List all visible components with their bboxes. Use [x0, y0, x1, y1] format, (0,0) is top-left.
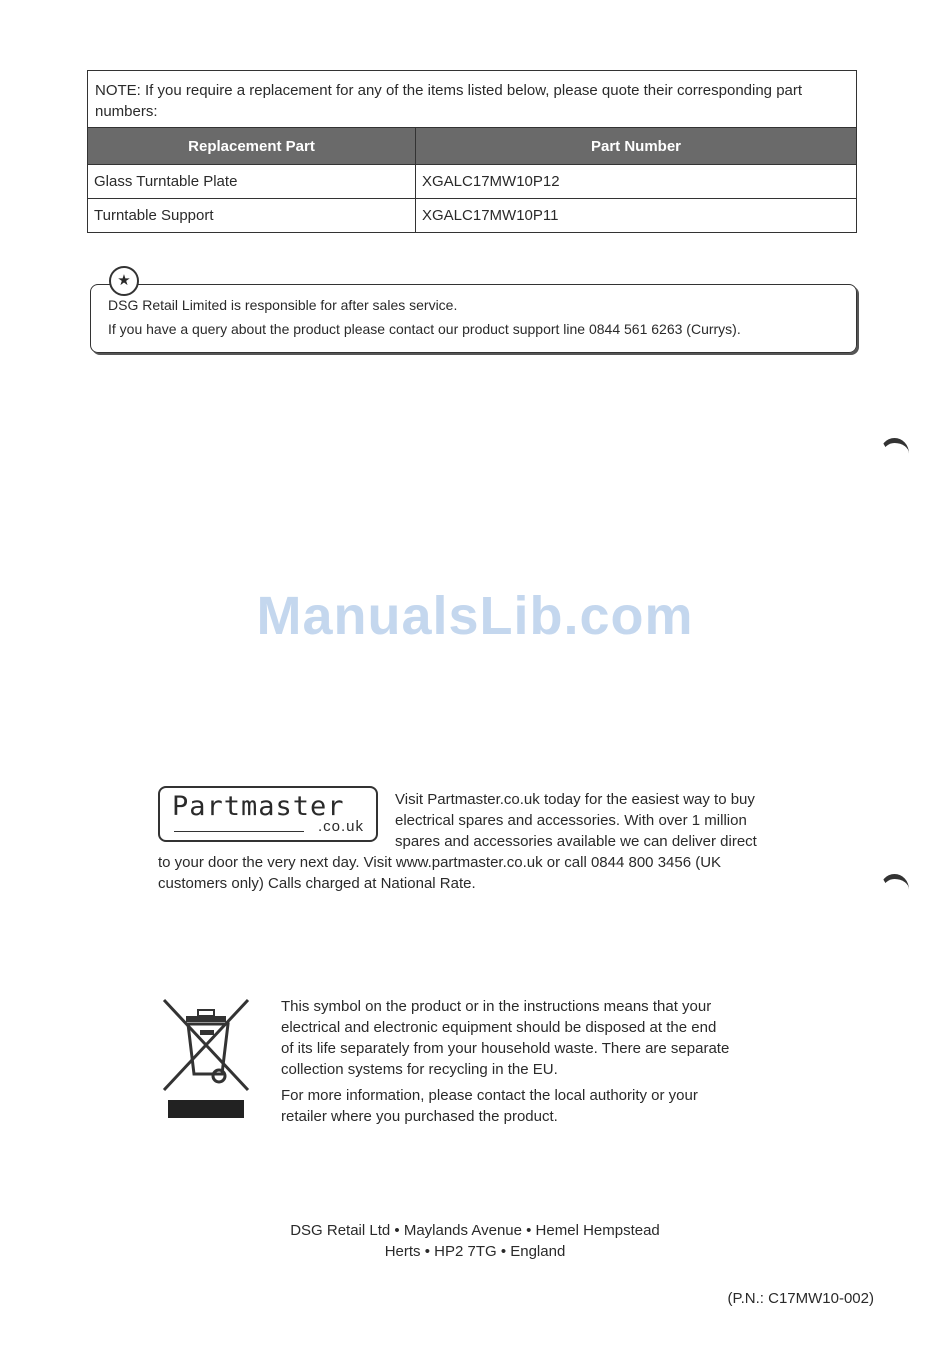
part-number: XGALC17MW10P11: [416, 199, 857, 233]
partmaster-text-1: Visit Partmaster.co.uk today for the easiest way to buy: [395, 791, 755, 808]
partmaster-text-5: customers only) Calls charged at National Rate.: [158, 875, 476, 892]
partmaster-logo-domain: .co.uk: [317, 818, 364, 835]
watermark: ManualsLib.com: [256, 586, 694, 646]
after-sales-service-box: [90, 272, 857, 353]
header-part-number: Part Number: [416, 128, 857, 165]
punch-hole-mark: [880, 438, 909, 469]
parts-table: [88, 127, 856, 232]
weee-text-3: of its life separately from your household waste. There are separate: [281, 1040, 730, 1057]
part-number-label: (P.N.: C17MW10-002): [727, 1290, 874, 1307]
header-replacement-part: Replacement Part: [88, 128, 416, 165]
parts-note: NOTE: If you require a replacement for any of the items listed below, please quote their corresponding part numbers:: [95, 82, 803, 120]
weee-text-1: This symbol on the product or in the instructions means that your: [281, 998, 712, 1015]
partmaster-logo-name: Partmaster: [172, 791, 345, 822]
part-name: Turntable Support: [88, 199, 416, 233]
partmaster-text-3: spares and accessories available we can deliver direct: [395, 833, 757, 850]
weee-text-4: collection systems for recycling in the EU.: [281, 1061, 558, 1078]
table-row: [88, 165, 856, 199]
weee-text-2: electrical and electronic equipment should be disposed at the end: [281, 1019, 717, 1036]
service-line-1: DSG Retail Limited is responsible for after sales service.: [108, 297, 458, 313]
table-header-row: [88, 128, 856, 165]
punch-hole-mark: [880, 874, 909, 905]
replacement-parts-table: [87, 70, 857, 233]
partmaster-text-4: to your door the very next day. Visit www.partmaster.co.uk or call 0844 800 3456 (UK: [158, 854, 722, 871]
table-row: [88, 199, 856, 233]
service-line-2: If you have a query about the product please contact our product support line 0844 561 6263 (Currys).: [108, 321, 741, 337]
partmaster-logo-rule: [174, 831, 304, 832]
footer-address-2: Herts • HP2 7TG • England: [384, 1243, 566, 1260]
footer-address-1: DSG Retail Ltd • Maylands Avenue • Hemel Hempstead: [290, 1222, 660, 1239]
part-number: XGALC17MW10P12: [416, 165, 857, 199]
part-name: Glass Turntable Plate: [88, 165, 416, 199]
partmaster-logo: [158, 786, 378, 842]
weee-text-6: retailer where you purchased the product.: [281, 1108, 558, 1125]
partmaster-text-2: electrical spares and accessories. With over 1 million: [395, 812, 747, 829]
service-star-icon: ★: [109, 266, 139, 296]
weee-crossed-bin-icon: [156, 996, 256, 1120]
weee-text-5: For more information, please contact the local authority or your: [281, 1087, 698, 1104]
